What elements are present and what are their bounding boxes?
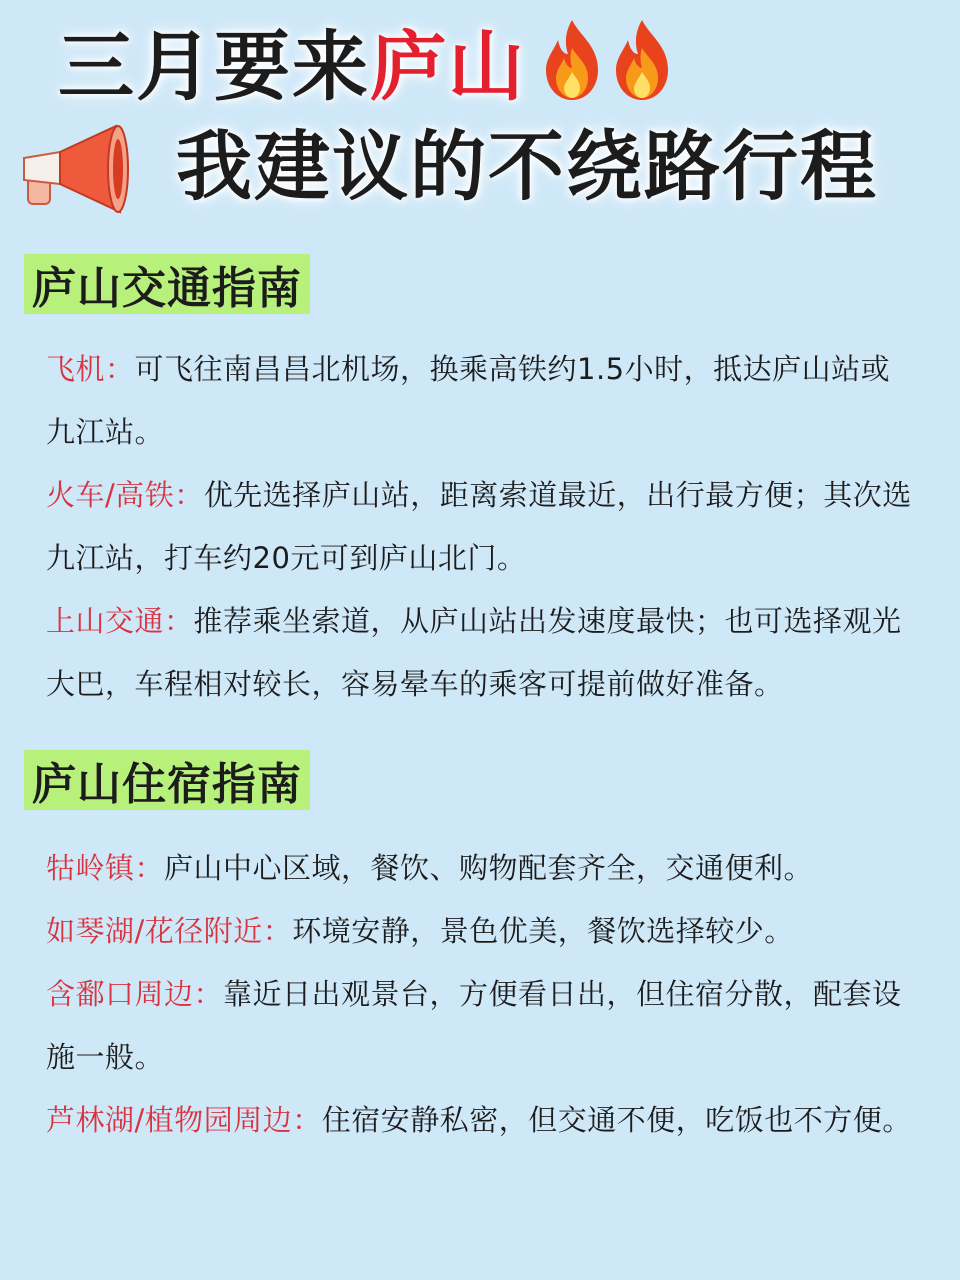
page-title-line2: 我建议的不绕路行程 xyxy=(176,121,878,211)
item-text: 推荐乘坐索道，从庐山站出发速度最快；也可选择观光大巴，车程相对较长，容易晕车的乘客可提前做好准备。 xyxy=(46,604,902,701)
item-key: 飞机： xyxy=(46,352,135,386)
title-highlight: 庐山 xyxy=(370,21,526,111)
list-item xyxy=(46,338,912,464)
section-heading-transport: 庐山交通指南 xyxy=(24,254,310,314)
page-title-line1 xyxy=(58,14,674,111)
item-key: 芦林湖/植物园周边： xyxy=(46,1103,322,1137)
list-item xyxy=(46,900,912,963)
item-key: 如琴湖/花径附近： xyxy=(46,914,293,948)
fire-icon xyxy=(540,18,604,102)
item-text: 可飞往南昌昌北机场，换乘高铁约1.5小时，抵达庐山站或九江站。 xyxy=(46,352,891,449)
item-text: 住宿安静私密，但交通不便，吃饭也不方便。 xyxy=(321,1103,912,1137)
list-item xyxy=(46,464,912,590)
item-text: 环境安静，景色优美，餐饮选择较少。 xyxy=(292,914,794,948)
item-key: 含鄱口周边： xyxy=(46,977,224,1011)
section-heading-lodging: 庐山住宿指南 xyxy=(24,750,310,810)
item-text: 靠近日出观景台，方便看日出，但住宿分散，配套设施一般。 xyxy=(46,977,902,1074)
item-key: 上山交通： xyxy=(46,604,194,638)
list-item xyxy=(46,963,912,1089)
lodging-list xyxy=(46,837,912,1152)
title-prefix: 三月要来 xyxy=(58,21,370,111)
list-item xyxy=(46,837,912,900)
megaphone-icon xyxy=(20,122,132,218)
fire-icon xyxy=(610,18,674,102)
item-text: 庐山中心区域，餐饮、购物配套齐全，交通便利。 xyxy=(164,851,814,885)
item-text: 优先选择庐山站，距离索道最近，出行最方便；其次选九江站，打车约20元可到庐山北门。 xyxy=(46,478,912,575)
list-item xyxy=(46,1089,912,1152)
item-key: 火车/高铁： xyxy=(46,478,204,512)
item-key: 牯岭镇： xyxy=(46,851,165,885)
transport-list xyxy=(46,338,912,716)
list-item xyxy=(46,590,912,716)
